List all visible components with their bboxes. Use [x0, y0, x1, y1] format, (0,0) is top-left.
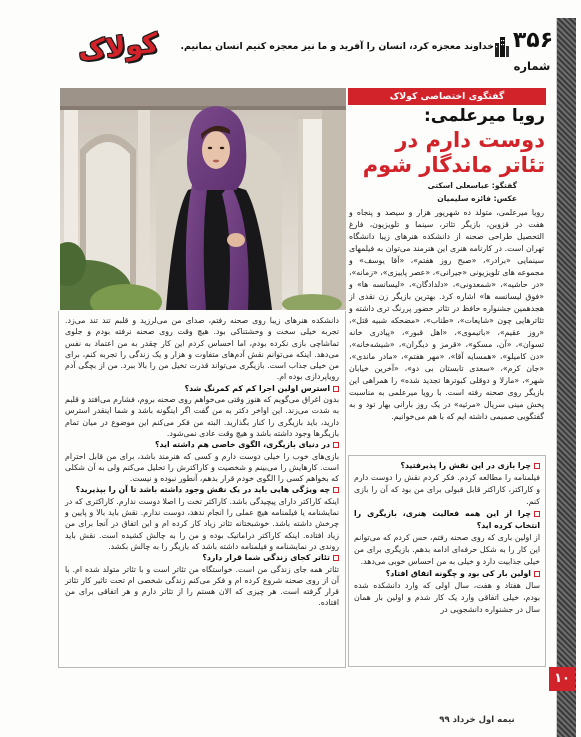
answer: بازی‌های خوب را خیلی دوست دارم و کسی که هنرمند باشد، برای من قابل احترام است. کارهایش را می‌بینم و شخصیت و کاراکترش را تحلیل می‌کنم ولی به آن شکلی که بخواهم کسی را الگوی خودم قرار بدهم، آنطور نبوده و نیست.	[65, 451, 339, 484]
question-text: تئاتر کجای زندگی شما قرار دارد؟	[202, 553, 330, 563]
square-bullet-icon	[333, 386, 339, 392]
square-bullet-icon	[534, 511, 540, 517]
right-column	[348, 207, 546, 667]
question	[65, 484, 339, 495]
answer: بدون اغراق می‌گویم که هنوز وقتی می‌خواهم روی صحنه بروم، فشارم می‌افتد و قلبم به شدت می‌زند. این اواخر دکتر به من گفت اگر اینگونه باشد و شما اینقدر استرس دارید، باید بازیگری را کنار بگذارید. البته من فکر می‌کنم این موضوع در میان تمام بازیگرها وجود داشته باشد و هیچ وقت عادی نمی‌شود.	[65, 395, 339, 438]
headline-line-1: دوست دارم در	[395, 128, 545, 152]
answer: اینکه کاراکتر دارای پیچیدگی باشد. کاراکتر تخت را اصلا دوست ندارم. کاراکتری که در نمایشنامه یا فیلمنامه هیچ عملی را انجام ندهد، دوست ندارم. نقش باید بالا و پایین و چرخش داشته باشد. خوشبختانه تئاتر زیاد کار کرده ام و این اتفاق در آنجا برای من زیاد افتاده. اینکه کاراکتر دراماتیک بوده و من را به چالش کشیده است. نقش باید روندی در نمایشنامه و فیلمنامه داشته باشد که بازیگر را به چالش بکشد.	[65, 496, 339, 551]
question	[354, 568, 540, 580]
section-banner: گفتگوی اختصاصی کولاک	[348, 88, 546, 105]
question-text: چرا بازی در این نقش را پذیرفتید؟	[400, 461, 531, 470]
issue-label: شماره	[513, 59, 551, 73]
photo-credit: عکس: فائزه سلیمیان	[437, 194, 517, 203]
question-text: اولین بار کی بود و چگونه اتفاق افتاد؟	[385, 569, 531, 578]
square-bullet-icon	[333, 442, 339, 448]
issue-date: نیمه اول خرداد ۹۹	[439, 715, 515, 725]
question	[354, 508, 540, 532]
page-number: ۱۰	[549, 667, 575, 691]
left-column	[58, 311, 346, 668]
question-text: در دنیای بازیگری، الگوی خاصی هم داشته اید؟	[155, 440, 330, 450]
question	[65, 552, 339, 563]
answer: از اولین باری که روی صحنه رفتم، حس کردم که می‌توانم این کار را به شکل حرفه‌ای ادامه بدهم. بازیگری برای من خیلی جذابیت دارد و خیلی به من احساس خوبی می‌دهد.	[354, 533, 540, 566]
question	[354, 460, 540, 472]
side-stripe	[556, 18, 576, 737]
building-icon	[494, 35, 510, 57]
answer: تئاتر همه جای زندگی من است. خواستگاه من تئاتر است و با تئاتر متولد شده ام. با آن از روی صحنه شروع کرده ام و فکر می‌کنم زندگی شخصی ام تحت تاثیر کار تئاتر قرار گرفته است. هر چیزی که الان هستم را از تئاتر دارم و هر اتفاقی برای من افتاده.	[65, 564, 339, 608]
square-bullet-icon	[534, 463, 540, 469]
issue-number: ۳۵۶	[512, 28, 554, 53]
square-bullet-icon	[534, 571, 540, 577]
header-slogan: خداوند معجزه کرد، انسان را آفرید و ما نیز معجزه کنیم انسان بمانیم.	[180, 41, 494, 52]
headline-line-2: تئاتر ماندگار شوم	[362, 153, 545, 177]
right-qa-box	[348, 455, 546, 667]
question	[65, 439, 339, 450]
question-text: چه ویژگی هایی باید در یک نقش وجود داشته باشد تا آن را بپذیرید؟	[75, 485, 330, 495]
question-text: چرا از این همه فعالیت هنری، بازیگری را انتخاب کرده اید؟	[354, 509, 540, 530]
magazine-logo: کولاک	[76, 27, 160, 67]
answer-continuation: دانشکده هنرهای زیبا روی صحنه رفتم، صدای من می‌لرزید و قلبم تند تند می‌زد. تجربه خیلی سخت و وحشتناکی بود. هیچ وقت روی صحنه نرفته بودم و جلوی تماشاچی بازی نکرده بودم، اما احساس کردم این کار چقدر به من اعتماد به نفس می‌دهد. اینکه می‌توانم نقش آدم‌های متفاوت و هزار و یک زندگی را تجربه کنم، برای من خیلی جذاب است. بازیگری می‌تواند قدرت تخیل من را بالا ببرد. من از بچگی آدم رویاپردازی بوده ام.	[65, 316, 339, 382]
square-bullet-icon	[333, 487, 339, 493]
answer: فیلمنامه را مطالعه کردم. فکر کردم نقش را دوست دارم و کاراکتر، کاراکتر قابل قبولی برای من بود که آن را بازی کنم.	[354, 473, 540, 506]
square-bullet-icon	[333, 555, 339, 561]
portrait-photo	[60, 88, 346, 310]
interview-credit: گفتگو: عباسعلی اسکتی	[427, 181, 517, 190]
intro-paragraph: رویا میرعلمی، متولد ده شهریور هزار و سیصد و پنجاه و هفت در قزوین، بازیگر تئاتر، سینما و تلویزیون، فارغ التحصیل طراحی صحنه از دانشکده هنرهای زیبا دانشگاه تهران است. در کارنامه هنری این هنرمند می‌توان به فیلمهای سینمایی «برادر»، «صبح روز هفتم»، «آقا یوسف» و مجموعه های تلویزیونی «جیرانی»، «عصر پاییزی»، «زمانه»، «در حاشیه»، «شمعدونی»، «دلدادگان»، «لیسانسه ها» و «فوق لیسانسه ها» اشاره کرد. بهترین بازیگر زن نقدی از هجدهمین جشنواره حافظ در تئاتر حضور پررنگ تری داشته و تئاترهایی چون «شایعات»، «طناب»، «مضحکه شبیه قتل»، «روز عقیم»، «باتیموی»، «اهل قبور»، «پیادری خانه تسوان»، «آن، مسکو»، «قرمز و دیگران»، «شیشه‌خانه»، «دن کامیلو»، «همسایه آقا»، «مهر هفتم»، «مادر ماندی»، «جان کرم»، «سعدی تابستان بی دو»، «آخرین خیابان شهر»، «مارلا و دوقلی کبوترها تجدید شده» را همراهی این بازیگر روی صحنه رفته است. با رویا میرعلمی به مناسبت پخش مینی سریال «مرثیه» در یک روز بارانی بهار تود و به گفتگویی صمیمی داشته ایم که با هم می‌خوانیم.	[349, 208, 544, 421]
answer: سال هفتاد و هفت، سال اولی که وارد دانشکده شده بودم، خیلی اتفاقی وارد یک کار شدم و اولین بار همان سال در جشنواره دانشجویی در	[354, 581, 540, 614]
interviewee-name: رویا میرعلمی:	[423, 106, 545, 126]
question	[65, 383, 339, 394]
question-text: استرس اولین اجرا کم کم کمرنگ شد؟	[184, 383, 330, 393]
